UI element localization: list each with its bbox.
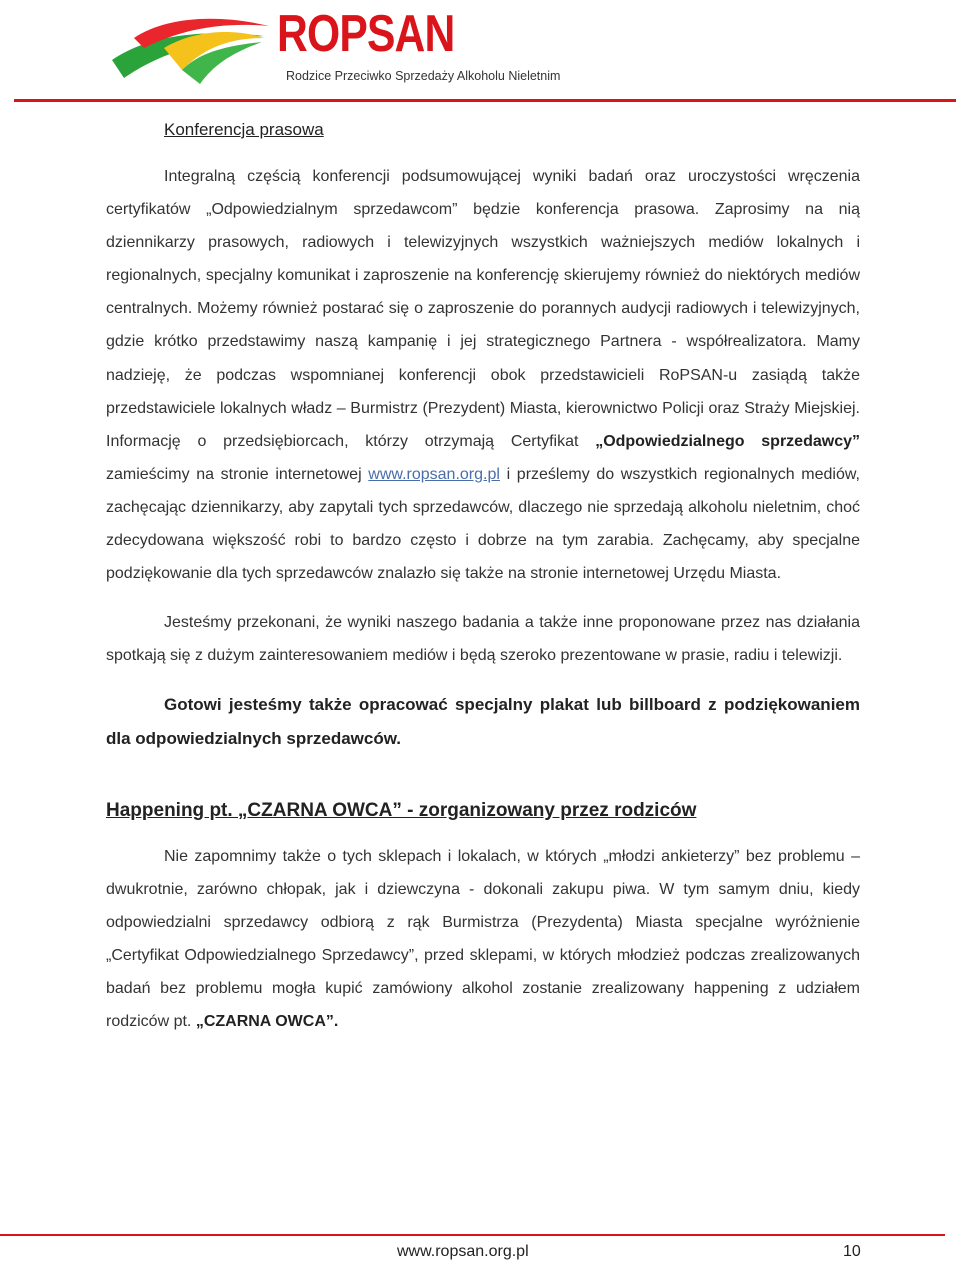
- paragraph-billboard: [106, 688, 860, 754]
- paragraph-text: i prześlemy do wszystkich regionalnych mediów, zachęcając dziennikarzy, aby zapytali tych sprzedawców, dlaczego nie sprzedają alkoholu nieletnim, choć zdecydowana większość robi to bardzo często i dobrze na tym zarabia. Zachęcamy, aby specjalne podziękowanie dla tych sprzedawców znalazło się także na stronie internetowej Urzędu Miasta.: [106, 465, 861, 583]
- paragraph-media-interest: [106, 606, 860, 672]
- section-heading-text: Konferencja prasowa: [164, 120, 324, 139]
- footer-divider: [0, 1234, 945, 1236]
- section-heading-happening: Happening pt. „CZARNA OWCA” - zorganizowany przez rodziców: [106, 799, 697, 821]
- paragraph-press-conference: [106, 160, 860, 590]
- paragraph-text: Nie zapomnimy także o tych sklepach i lokalach, w których „młodzi ankieterzy” bez problemu – dwukrotnie, zarówno chłopak, jak i dziewczyna - dokonali zakupu piwa. W tym samym dniu, kiedy odpowiedzialni sprzedawcy odbiorą z rąk Burmistrza (Prezydenta) Miasta specjalne wyróżnienie „Certyfikat Odpowiedzialnego Sprzedawcy”, przed sklepami, w których młodzież podczas zrealizowanych badań bez problemu mogła kupić zamówiony alkohol zostanie zrealizowany happening z udziałem rodziców pt.: [106, 847, 860, 1031]
- ropsan-logo-icon: [104, 8, 274, 88]
- logo-text: ROPSAN: [277, 5, 455, 63]
- document-body: [106, 112, 860, 1038]
- paragraph-text: zamieścimy na stronie internetowej: [106, 465, 369, 483]
- section-heading-press-conference: [164, 120, 860, 140]
- page-header: [0, 0, 960, 104]
- page-number: 10: [843, 1243, 861, 1260]
- paragraph-text: Jesteśmy przekonani, że wyniki naszego badania a także inne proponowane przez nas działania spotkają się z dużym zainteresowaniem mediów i będą szeroko prezentowane w prasie, radiu i telewizji.: [106, 614, 860, 665]
- header-divider: [14, 99, 956, 102]
- paragraph-text: Integralną częścią konferencji podsumowującej wyniki badań oraz uroczystości wręczenia certyfikatów „Odpowiedzialnym sprzedawcom” będzie konferencja prasowa. Zaprosimy na nią dziennikarzy prasowych, radiowych i telewizyjnych wszystkich ważniejszych mediów lokalnych i regionalnych, specjalny komunikat i zaproszenie na konferencję skierujemy również do niektórych mediów centralnych. Możemy również postarać się o zaproszenie do porannych audycji radiowych i telewizyjnych, gdzie krótko przedstawimy naszą kampanię i jej strategicznego Partnera - współrealizatora. Mamy nadzieję, że podczas wspomnianej konferencji obok przedstawicieli RoPSAN-u zasiądą także przedstawiciele lokalnych władz – Burmistrz (Prezydent) Miasta, kierownictwo Policji oraz Straży Miejskiej. Informację o przedsiębiorcach, którzy otrzymają Certyfikat: [106, 168, 860, 450]
- header-tagline: Rodzice Przeciwko Sprzedaży Alkoholu Nieletnim: [286, 69, 561, 83]
- happening-name: „CZARNA OWCA”.: [195, 1013, 339, 1031]
- certificate-name: „Odpowiedzialnego sprzedawcy”: [595, 432, 860, 450]
- footer-url: www.ropsan.org.pl: [397, 1243, 529, 1260]
- paragraph-text: Gotowi jesteśmy także opracować specjalny plakat lub billboard z podziękowaniem dla odpowiedzialnych sprzedawców.: [106, 695, 860, 748]
- paragraph-happening: [106, 840, 860, 1039]
- website-link[interactable]: www.ropsan.org.pl: [368, 465, 500, 483]
